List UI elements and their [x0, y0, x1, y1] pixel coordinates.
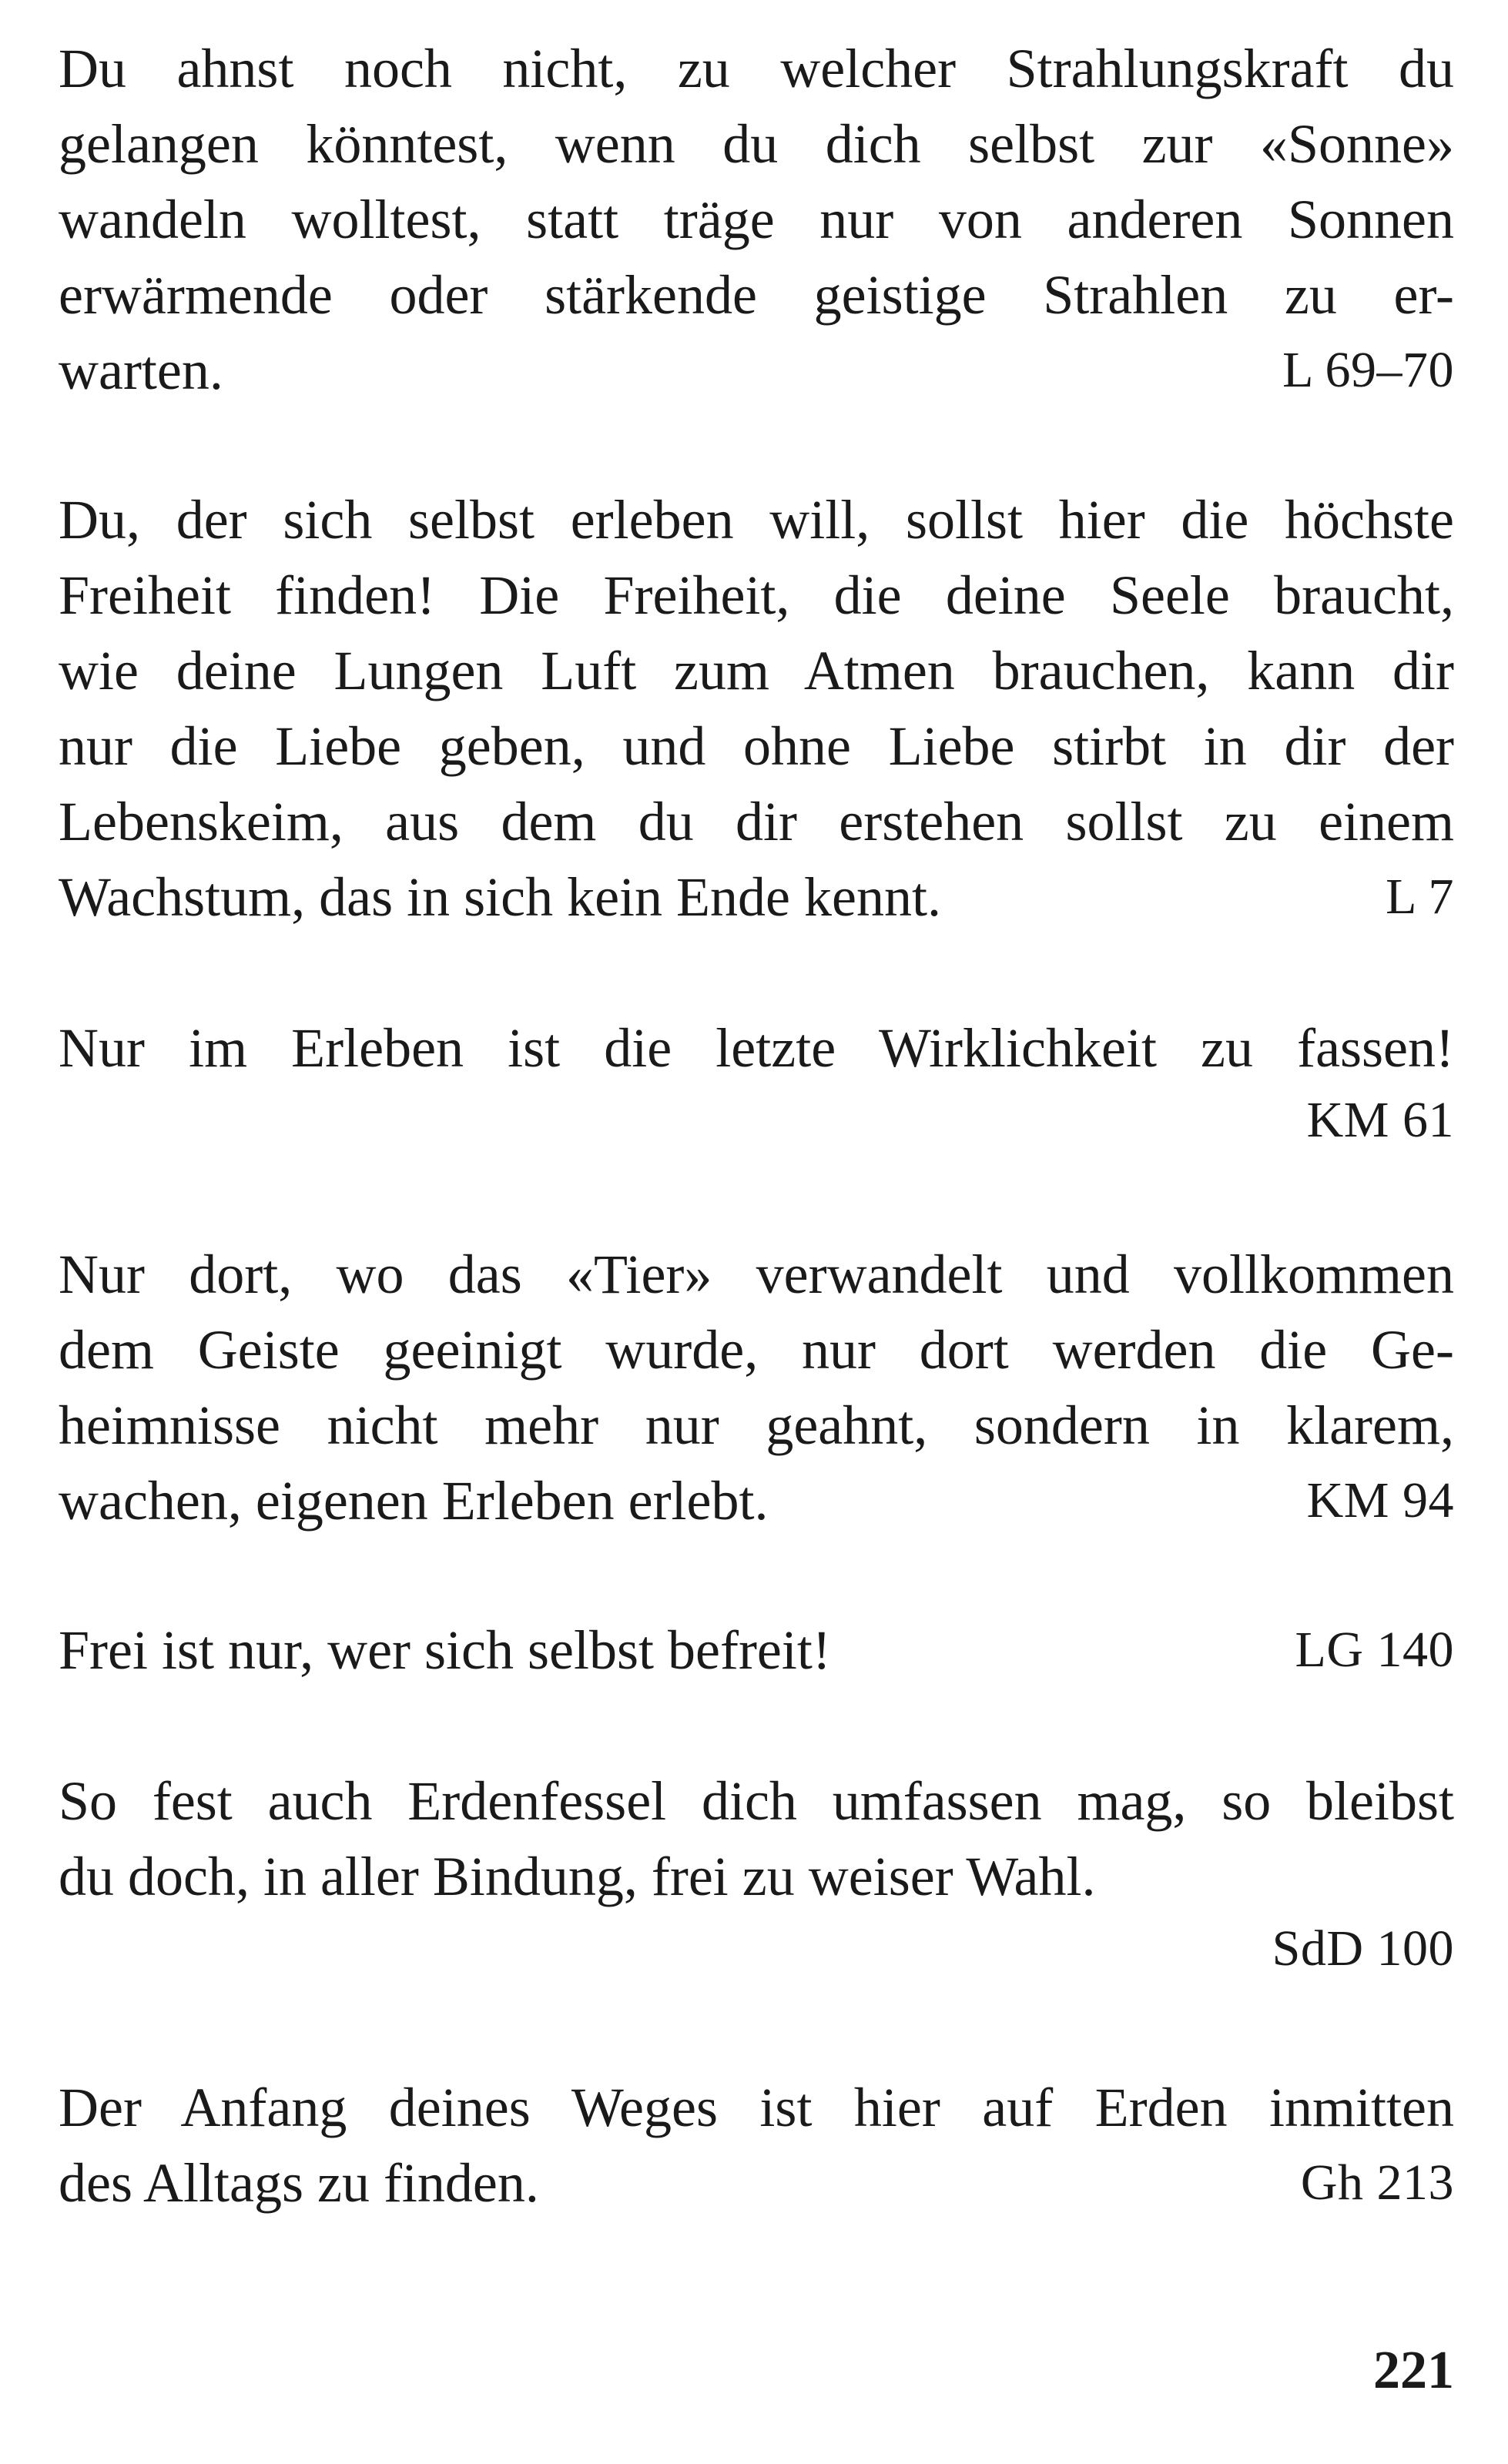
source-reference: KM 61	[1306, 1092, 1454, 1148]
quote-line: Lebenskeim, aus dem du dir erstehen sollst zu einem	[59, 791, 1454, 852]
book-page	[59, 31, 1454, 2433]
source-reference: Gh 213	[1300, 2154, 1454, 2211]
source-reference: L 69–70	[1282, 342, 1454, 398]
quote-line-text: des Alltags zu finden.	[59, 2152, 539, 2214]
quote-line-last	[59, 1463, 1454, 1538]
quote-line-text: Wachstum, das in sich kein Ende kennt.	[59, 866, 941, 928]
quote-line: Nur im Erleben ist die letzte Wirklichkeit zu fassen!	[59, 1017, 1454, 1079]
quote-line-last	[59, 2145, 1454, 2221]
page-number: 221	[1373, 2341, 1454, 2400]
quote-line-last	[59, 1612, 1454, 1688]
quote-line: Freiheit finden! Die Freiheit, die deine Seele braucht,	[59, 564, 1454, 626]
source-reference: LG 140	[1295, 1622, 1454, 1678]
quote-line-last	[59, 859, 1454, 935]
source-reference: SdD 100	[1272, 1920, 1454, 1977]
quote-line-last	[59, 333, 1454, 408]
quote-line: gelangen könntest, wenn du dich selbst zur «Sonne»	[59, 113, 1454, 175]
quote-line-text: wachen, eigenen Erleben erlebt.	[59, 1470, 769, 1532]
quote-line: dem Geiste geeinigt wurde, nur dort werden die Ge-	[59, 1319, 1454, 1381]
quote-line: Nur dort, wo das «Tier» verwandelt und vollkommen	[59, 1244, 1454, 1305]
source-reference: KM 94	[1306, 1472, 1454, 1528]
quote-line: wie deine Lungen Luft zum Atmen brauchen, kann dir	[59, 640, 1454, 701]
quote-line: So fest auch Erdenfessel dich umfassen mag, so bleibst	[59, 1770, 1454, 1832]
quote-line: Der Anfang deines Weges ist hier auf Erden inmitten	[59, 2077, 1454, 2138]
quote-line: erwärmende oder stärkende geistige Strahlen zu er-	[59, 264, 1454, 326]
quote-line: heimnisse nicht mehr nur geahnt, sondern in klarem,	[59, 1394, 1454, 1456]
quote-line: nur die Liebe geben, und ohne Liebe stirbt in dir der	[59, 715, 1454, 777]
quote-line: Du, der sich selbst erleben will, sollst hier die höchste	[59, 489, 1454, 551]
source-reference: L 7	[1386, 869, 1454, 925]
quote-line-text: Frei ist nur, wer sich selbst befreit!	[59, 1619, 831, 1681]
quote-line: wandeln wolltest, statt träge nur von anderen Sonnen	[59, 189, 1454, 250]
quote-line: Du ahnst noch nicht, zu welcher Strahlungskraft du	[59, 38, 1454, 99]
quote-line: du doch, in aller Bindung, frei zu weiser Wahl.	[59, 1846, 1096, 1907]
quote-line-text: warten.	[59, 340, 223, 401]
